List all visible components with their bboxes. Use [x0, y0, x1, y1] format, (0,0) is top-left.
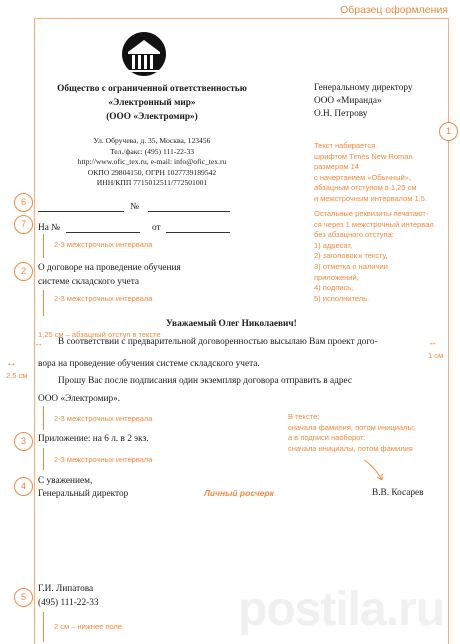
interval-arrow-1: [43, 234, 44, 258]
details-note-6: 3) отметка о наличии: [314, 261, 388, 271]
subject-line2: системе складского учета: [38, 277, 140, 287]
marker-3: 3: [14, 432, 33, 451]
interval-arrow-3: [43, 406, 44, 430]
interval-note-4: 2-3 межстрочных интервала: [54, 455, 153, 464]
interval-arrow-2: [43, 290, 44, 316]
body-p2-line2: ООО «Электромир».: [38, 394, 121, 404]
details-note-4: 1) адресат,: [314, 240, 353, 250]
details-note-5: 2) заголовок к тексту,: [314, 251, 388, 261]
font-note-3: размером 14: [314, 162, 359, 172]
details-note-3: без абзацного отступа:: [314, 230, 394, 240]
subject-line1: О договоре на проведение обучения: [38, 263, 181, 273]
org-name-line2: «Электронный мир»: [108, 98, 196, 108]
left-margin-arrow: ↔: [6, 357, 17, 369]
details-note-9: 5) исполнитель.: [314, 293, 370, 303]
indent-note: 1,25 см – абзацный отступ в тексте: [38, 330, 161, 339]
marker-4: 4: [14, 477, 33, 496]
details-note-8: 4) подпись,: [314, 283, 354, 293]
details-note-7: приложений,: [314, 272, 359, 282]
right-margin-note: 1 см: [428, 351, 444, 360]
right-margin-arrow: ↔: [428, 337, 437, 347]
reg-date-line: [148, 211, 230, 212]
reg-number-line: [38, 211, 124, 212]
left-margin-note: 2,5 см: [6, 371, 28, 380]
marker-5: 5: [14, 588, 33, 607]
reg-number-symbol: №: [130, 202, 139, 212]
attachment: Приложение: на 6 л. в 2 экз.: [38, 434, 149, 444]
company-logo: [118, 30, 170, 78]
org-short-name: (ООО «Электромир»): [106, 112, 198, 122]
site-watermark: postila.ru: [238, 583, 445, 636]
interval-note-3: 2-3 межстрочных интервала: [54, 414, 153, 423]
frame-left-line: [34, 18, 35, 644]
marker-6: 6: [14, 193, 33, 212]
org-codes: ОКПО 29804150, ОГРН 1027739189542: [87, 167, 217, 177]
interval-arrow-4: [43, 448, 44, 470]
signer-name: В.В. Косарев: [372, 488, 424, 498]
ref-number-line: [66, 232, 140, 233]
font-note-6: и межстрочным интервалом 1,5.: [314, 193, 428, 203]
closing: С уважением,: [38, 476, 93, 486]
personal-signature: Личный росчерк: [204, 488, 274, 498]
addressee-line1: Генеральному директору: [314, 83, 413, 93]
signer-position: Генеральный директор: [38, 489, 129, 499]
sign-note-3: а в подписи наоборот:: [288, 433, 366, 443]
frame-right-line: [448, 18, 449, 644]
bottom-margin-arrow: [43, 612, 44, 642]
interval-note-1: 2-3 межстрочных интервала: [54, 240, 153, 249]
ref-number-label: На №: [38, 223, 61, 233]
details-note-1: Остальные реквизиты печатают-: [314, 209, 429, 218]
org-phone: Тел./факс: (495) 111-22-33: [109, 146, 195, 156]
org-inn: ИНН/КПП 7715012511/772501001: [96, 178, 208, 187]
greeting: Уважаемый Олег Николаевич!: [166, 319, 297, 329]
body-p2-line1: Прошу Вас после подписания один экземпляр договора отправить в адрес: [58, 376, 352, 386]
sign-note-2: сначала фамилия, потом инициалы;: [288, 422, 415, 432]
body-p1-line1: В соответствии с предварительной договоренностью высылаю Вам проект дого-: [58, 337, 378, 347]
indent-arrow: ↔: [34, 338, 43, 348]
addressee-line2: ООО «Миранда»: [314, 96, 382, 106]
font-note-5: абзацным отступом в 1,25 см: [314, 183, 417, 193]
performer-phone: (495) 111-22-33: [38, 598, 99, 608]
marker-1: 1: [439, 122, 458, 141]
frame-top-line: [34, 18, 448, 19]
ref-date-label: от: [152, 223, 161, 233]
org-address: Ул. Обручева, д. 35, Москва, 123456: [93, 136, 211, 145]
marker-7: 7: [14, 215, 33, 234]
font-note-1: Текст набирается: [314, 141, 376, 150]
org-name-line1: Общество с ограниченной ответственностью: [57, 84, 247, 94]
performer-name: Г.И. Липатова: [38, 584, 94, 594]
sign-note-pointer: [360, 458, 390, 484]
ref-date-line: [166, 232, 230, 233]
sign-note-1: В тексте:: [288, 412, 320, 421]
interval-note-2: 2-3 межстрочных интервала: [54, 294, 153, 303]
sign-note-4: сначала инициалы, потом фамилия: [288, 443, 413, 453]
marker-2: 2: [14, 262, 33, 281]
org-web: http://www.ofic_tex.ru, e-mail: info@ofic_tex.ru: [77, 157, 227, 166]
details-note-2: ся через 1 межстрочный интервал: [314, 219, 434, 229]
bottom-margin-note: 2 см – нижнее поле: [54, 622, 123, 631]
font-note-2: шрифтом Times New Roman: [314, 151, 413, 161]
addressee-line3: О.Н. Петрову: [314, 109, 368, 119]
sample-label: Образец оформления: [340, 4, 448, 16]
font-note-4: с начертанием «Обычный»,: [314, 172, 411, 182]
body-p1-line2: вора на проведение обучения системе складского учета.: [38, 359, 260, 369]
